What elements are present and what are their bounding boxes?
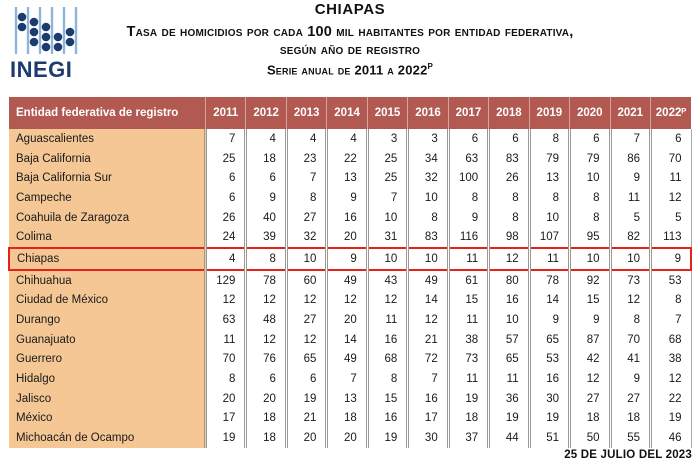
value-cell: 78 [246,270,286,291]
value-cell: 7 [408,369,448,389]
value-cell: 10 [286,248,326,270]
value-cell: 27 [610,389,650,409]
value-cell: 41 [610,350,650,370]
value-cell: 12 [367,291,407,311]
value-cell: 70 [610,330,650,350]
value-cell: 100 [448,168,488,188]
value-cell: 6 [246,168,286,188]
value-cell: 21 [408,330,448,350]
year-column-header: 2012 [246,97,286,129]
value-cell: 9 [529,310,569,330]
value-cell: 26 [206,208,246,228]
year-column-header: 2021 [610,97,650,129]
table-row [9,248,691,270]
value-cell: 15 [448,291,488,311]
value-cell: 10 [610,248,650,270]
value-cell: 27 [286,208,326,228]
entity-name-cell: Jalisco [9,389,206,409]
value-cell: 6 [650,129,691,149]
value-cell: 12 [327,291,367,311]
table-row [9,227,691,248]
value-cell: 14 [327,330,367,350]
value-cell: 30 [408,428,448,448]
table-row [9,270,691,291]
value-cell: 8 [408,208,448,228]
value-cell: 6 [570,129,610,149]
year-column-header: 2014 [327,97,367,129]
value-cell: 38 [448,330,488,350]
value-cell: 12 [650,369,691,389]
value-cell: 8 [570,188,610,208]
value-cell: 17 [206,409,246,429]
value-cell: 25 [367,149,407,169]
value-cell: 16 [367,330,407,350]
value-cell: 26 [489,168,529,188]
year-column-header: 2022ᴾ [650,97,691,129]
value-cell: 16 [408,389,448,409]
title-block [0,1,700,78]
table-row [9,188,691,208]
value-cell: 8 [246,248,286,270]
value-cell: 19 [529,409,569,429]
value-cell: 50 [570,428,610,448]
value-cell: 18 [570,409,610,429]
homicide-rate-table [8,97,692,448]
year-column-header: 2013 [286,97,326,129]
value-cell: 12 [408,310,448,330]
value-cell: 63 [448,149,488,169]
value-cell: 49 [327,350,367,370]
entity-name-cell: Hidalgo [9,369,206,389]
entity-name-cell: México [9,409,206,429]
value-cell: 30 [529,389,569,409]
table-row [9,409,691,429]
value-cell: 10 [570,248,610,270]
page-title: CHIAPAS [314,1,386,18]
table-row [9,168,691,188]
table-row [9,428,691,448]
value-cell: 25 [367,168,407,188]
value-cell: 10 [408,248,448,270]
value-cell: 107 [529,227,569,248]
table-row [9,208,691,228]
value-cell: 73 [448,350,488,370]
value-cell: 44 [489,428,529,448]
value-cell: 9 [327,188,367,208]
table-row [9,389,691,409]
value-cell: 83 [489,149,529,169]
value-cell: 20 [327,227,367,248]
value-cell: 57 [489,330,529,350]
value-cell: 4 [246,129,286,149]
value-cell: 6 [206,168,246,188]
value-cell: 8 [286,188,326,208]
value-cell: 79 [570,149,610,169]
value-cell: 19 [286,389,326,409]
value-cell: 11 [206,330,246,350]
value-cell: 20 [206,389,246,409]
value-cell: 61 [448,270,488,291]
value-cell: 13 [327,168,367,188]
value-cell: 6 [286,369,326,389]
value-cell: 42 [570,350,610,370]
value-cell: 49 [327,270,367,291]
value-cell: 7 [206,129,246,149]
value-cell: 8 [650,291,691,311]
value-cell: 22 [327,149,367,169]
value-cell: 3 [367,129,407,149]
year-column-header: 2020 [570,97,610,129]
value-cell: 20 [327,310,367,330]
value-cell: 23 [286,149,326,169]
value-cell: 8 [367,369,407,389]
value-cell: 12 [650,188,691,208]
subtitle-line-1: Tasa de homicidios por cada 100 mil habitantes por entidad federativa, [126,24,574,40]
value-cell: 7 [367,188,407,208]
value-cell: 40 [246,208,286,228]
entity-name-cell: Guanajuato [9,330,206,350]
value-cell: 98 [489,227,529,248]
value-cell: 19 [489,409,529,429]
value-cell: 8 [206,369,246,389]
value-cell: 63 [206,310,246,330]
value-cell: 16 [327,208,367,228]
value-cell: 25 [206,149,246,169]
value-cell: 24 [206,227,246,248]
value-cell: 12 [206,291,246,311]
value-cell: 37 [448,428,488,448]
value-cell: 129 [206,270,246,291]
value-cell: 9 [246,188,286,208]
value-cell: 16 [529,369,569,389]
value-cell: 32 [408,168,448,188]
value-cell: 70 [650,149,691,169]
value-cell: 20 [246,389,286,409]
value-cell: 11 [448,369,488,389]
value-cell: 10 [489,310,529,330]
value-cell: 36 [489,389,529,409]
value-cell: 15 [570,291,610,311]
value-cell: 5 [610,208,650,228]
value-cell: 9 [650,248,691,270]
value-cell: 8 [529,129,569,149]
value-cell: 8 [610,310,650,330]
value-cell: 12 [246,330,286,350]
value-cell: 73 [610,270,650,291]
value-cell: 79 [529,149,569,169]
value-cell: 20 [286,428,326,448]
value-cell: 53 [529,350,569,370]
entity-name-cell: Ciudad de México [9,291,206,311]
entity-name-cell: Aguascalientes [9,129,206,149]
value-cell: 11 [610,188,650,208]
value-cell: 11 [529,248,569,270]
value-cell: 18 [610,409,650,429]
value-cell: 21 [286,409,326,429]
value-cell: 87 [570,330,610,350]
value-cell: 12 [610,291,650,311]
value-cell: 65 [529,330,569,350]
value-cell: 65 [286,350,326,370]
entity-name-cell: Baja California [9,149,206,169]
value-cell: 5 [650,208,691,228]
value-cell: 10 [529,208,569,228]
year-column-header: 2018 [489,97,529,129]
table-row [9,129,691,149]
value-cell: 15 [367,389,407,409]
value-cell: 113 [650,227,691,248]
value-cell: 3 [408,129,448,149]
value-cell: 6 [448,129,488,149]
value-cell: 12 [489,248,529,270]
table-row [9,310,691,330]
value-cell: 10 [367,248,407,270]
value-cell: 34 [408,149,448,169]
value-cell: 95 [570,227,610,248]
value-cell: 13 [327,389,367,409]
value-cell: 6 [246,369,286,389]
value-cell: 39 [246,227,286,248]
value-cell: 68 [367,350,407,370]
table-row [9,369,691,389]
value-cell: 16 [489,291,529,311]
value-cell: 9 [448,208,488,228]
value-cell: 11 [448,310,488,330]
entity-name-cell: Durango [9,310,206,330]
value-cell: 6 [206,188,246,208]
value-cell: 31 [367,227,407,248]
value-cell: 51 [529,428,569,448]
value-cell: 8 [448,188,488,208]
value-cell: 17 [408,409,448,429]
value-cell: 55 [610,428,650,448]
entity-name-cell: Chihuahua [9,270,206,291]
value-cell: 86 [610,149,650,169]
value-cell: 48 [246,310,286,330]
value-cell: 7 [286,168,326,188]
inegi-logo-text: INEGI [10,57,73,82]
value-cell: 8 [570,208,610,228]
value-cell: 53 [650,270,691,291]
value-cell: 32 [286,227,326,248]
value-cell: 18 [246,149,286,169]
value-cell: 65 [489,350,529,370]
value-cell: 20 [327,428,367,448]
entity-name-cell: Guerrero [9,350,206,370]
value-cell: 14 [408,291,448,311]
value-cell: 14 [529,291,569,311]
value-cell: 19 [206,428,246,448]
value-cell: 19 [448,389,488,409]
value-cell: 8 [529,188,569,208]
value-cell: 9 [327,248,367,270]
value-cell: 12 [246,291,286,311]
value-cell: 18 [246,409,286,429]
value-cell: 43 [367,270,407,291]
year-column-header: 2019 [529,97,569,129]
value-cell: 8 [489,188,529,208]
table-row [9,149,691,169]
entity-column-header: Entidad federativa de registro [9,97,206,129]
table-row [9,291,691,311]
entity-name-cell: Michoacán de Ocampo [9,428,206,448]
entity-name-cell: Campeche [9,188,206,208]
value-cell: 27 [570,389,610,409]
value-cell: 11 [489,369,529,389]
subtitle-line-3 [0,59,700,78]
value-cell: 49 [408,270,448,291]
value-cell: 11 [367,310,407,330]
value-cell: 4 [286,129,326,149]
value-cell: 10 [408,188,448,208]
value-cell: 46 [650,428,691,448]
value-cell: 68 [650,330,691,350]
value-cell: 7 [327,369,367,389]
value-cell: 92 [570,270,610,291]
value-cell: 4 [206,248,246,270]
value-cell: 9 [610,168,650,188]
year-column-header: 2015 [367,97,407,129]
publication-date: 25 DE JULIO DEL 2023 [564,449,692,461]
value-cell: 9 [610,369,650,389]
value-cell: 19 [367,428,407,448]
entity-name-cell: Colima [9,227,206,248]
value-cell: 72 [408,350,448,370]
value-cell: 80 [489,270,529,291]
year-column-header: 2011 [206,97,246,129]
table-row [9,330,691,350]
value-cell: 8 [489,208,529,228]
value-cell: 12 [286,291,326,311]
entity-name-cell: Coahuila de Zaragoza [9,208,206,228]
table-body [9,129,691,448]
value-cell: 27 [286,310,326,330]
value-cell: 10 [367,208,407,228]
value-cell: 16 [367,409,407,429]
value-cell: 7 [650,310,691,330]
year-column-header: 2017 [448,97,488,129]
entity-name-cell: Chiapas [9,248,206,270]
value-cell: 70 [206,350,246,370]
value-cell: 76 [246,350,286,370]
value-cell: 18 [246,428,286,448]
table-header-row [9,97,691,129]
value-cell: 18 [327,409,367,429]
value-cell: 78 [529,270,569,291]
subtitle-line-2: según año de registro [279,41,421,58]
entity-name-cell: Baja California Sur [9,168,206,188]
value-cell: 11 [650,168,691,188]
year-column-header: 2016 [408,97,448,129]
value-cell: 19 [650,409,691,429]
series-range-text: Serie anual de 2011 a 2022 [266,62,428,78]
value-cell: 4 [327,129,367,149]
value-cell: 83 [408,227,448,248]
value-cell: 12 [286,330,326,350]
preliminary-figure-superscript: P [427,62,434,71]
value-cell: 6 [489,129,529,149]
value-cell: 60 [286,270,326,291]
value-cell: 13 [529,168,569,188]
value-cell: 116 [448,227,488,248]
value-cell: 22 [650,389,691,409]
value-cell: 18 [448,409,488,429]
value-cell: 11 [448,248,488,270]
value-cell: 10 [570,168,610,188]
value-cell: 9 [570,310,610,330]
value-cell: 7 [610,129,650,149]
value-cell: 12 [570,369,610,389]
table-row [9,350,691,370]
value-cell: 82 [610,227,650,248]
value-cell: 38 [650,350,691,370]
